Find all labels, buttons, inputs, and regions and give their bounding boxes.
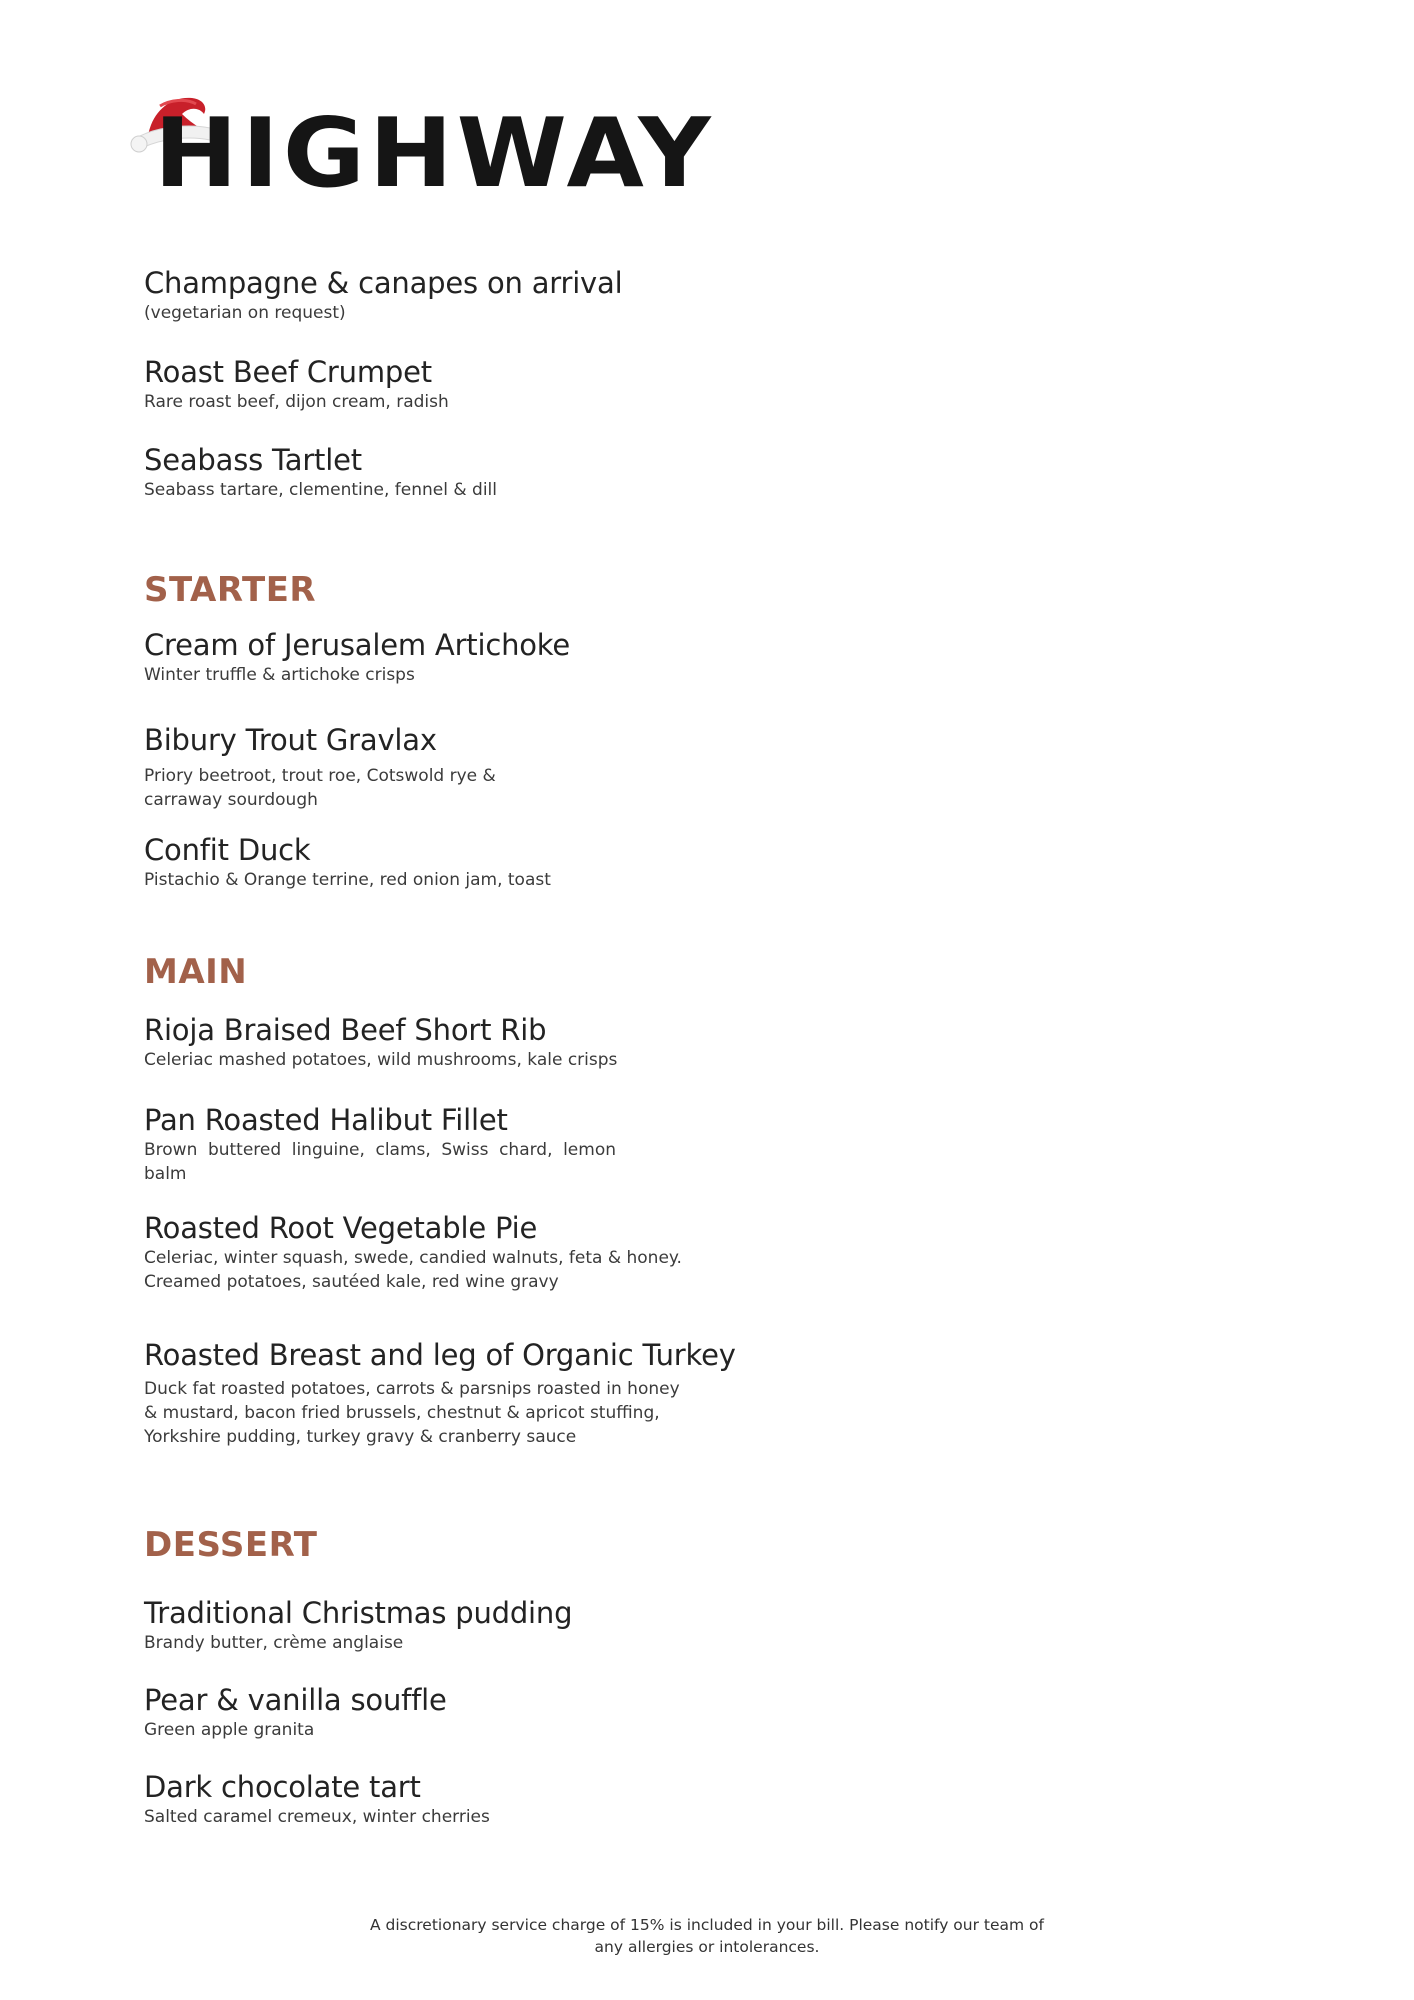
item-name: Traditional Christmas pudding: [144, 1596, 573, 1630]
item-description: Duck fat roasted potatoes, carrots & parsnips roasted in honey & mustard, bacon fried brussels, chestnut & apricot stuffing, Yorkshire pudding, turkey gravy & cranberry sauce: [144, 1379, 680, 1447]
item-name: Roasted Root Vegetable Pie: [144, 1211, 538, 1245]
brand-wordmark: HIGHWAY: [154, 97, 715, 209]
menu-item: [144, 1682, 447, 1742]
menu-item: [144, 265, 622, 325]
item-name: Champagne & canapes on arrival: [144, 266, 623, 300]
section-heading-main: MAIN: [144, 952, 248, 992]
item-name: Bibury Trout Gravlax: [144, 723, 437, 757]
menu-item: [144, 1210, 682, 1294]
item-description: (vegetarian on request): [144, 303, 346, 323]
item-name: Pear & vanilla souffle: [144, 1683, 447, 1717]
menu-item: [144, 1769, 490, 1829]
item-description: Brandy butter, crème anglaise: [144, 1633, 404, 1653]
menu-item: [144, 1012, 617, 1072]
item-name: Seabass Tartlet: [144, 443, 362, 477]
item-description: Seabass tartare, clementine, fennel & dill: [144, 480, 497, 500]
item-name: Pan Roasted Halibut Fillet: [144, 1103, 508, 1137]
brand-logo: [130, 92, 715, 212]
menu-item: [144, 1337, 736, 1449]
item-description: Green apple granita: [144, 1720, 315, 1740]
item-name: Roast Beef Crumpet: [144, 355, 432, 389]
menu-item: [144, 354, 449, 414]
item-description: Priory beetroot, trout roe, Cotswold rye & carraway sourdough: [144, 766, 496, 810]
menu-item: [144, 832, 551, 892]
item-description: Salted caramel cremeux, winter cherries: [144, 1807, 490, 1827]
item-description: Rare roast beef, dijon cream, radish: [144, 392, 449, 412]
item-name: Dark chocolate tart: [144, 1770, 421, 1804]
item-description: Winter truffle & artichoke crisps: [144, 665, 415, 685]
item-name: Confit Duck: [144, 833, 311, 867]
menu-item: [144, 1102, 616, 1186]
item-name: Cream of Jerusalem Artichoke: [144, 628, 570, 662]
footer-note: [357, 1914, 1057, 1958]
section-heading-dessert: DESSERT: [144, 1525, 318, 1565]
menu-item: [144, 1595, 572, 1655]
item-description: Celeriac mashed potatoes, wild mushrooms, kale crisps: [144, 1050, 618, 1070]
footer-line: any allergies or intolerances.: [594, 1938, 820, 1956]
menu-item: [144, 442, 497, 502]
menu-item: [144, 627, 570, 687]
item-name: Rioja Braised Beef Short Rib: [144, 1013, 547, 1047]
footer-line: A discretionary service charge of 15% is included in your bill. Please notify our team of: [369, 1916, 1044, 1934]
menu-item: [144, 722, 496, 812]
item-name: Roasted Breast and leg of Organic Turkey: [144, 1338, 736, 1372]
item-description: Brown buttered linguine, clams, Swiss chard, lemon balm: [144, 1140, 616, 1184]
section-heading-starter: STARTER: [144, 570, 317, 610]
item-description: Celeriac, winter squash, swede, candied walnuts, feta & honey. Creamed potatoes, sautéed kale, red wine gravy: [144, 1248, 682, 1292]
item-description: Pistachio & Orange terrine, red onion jam, toast: [144, 870, 551, 890]
